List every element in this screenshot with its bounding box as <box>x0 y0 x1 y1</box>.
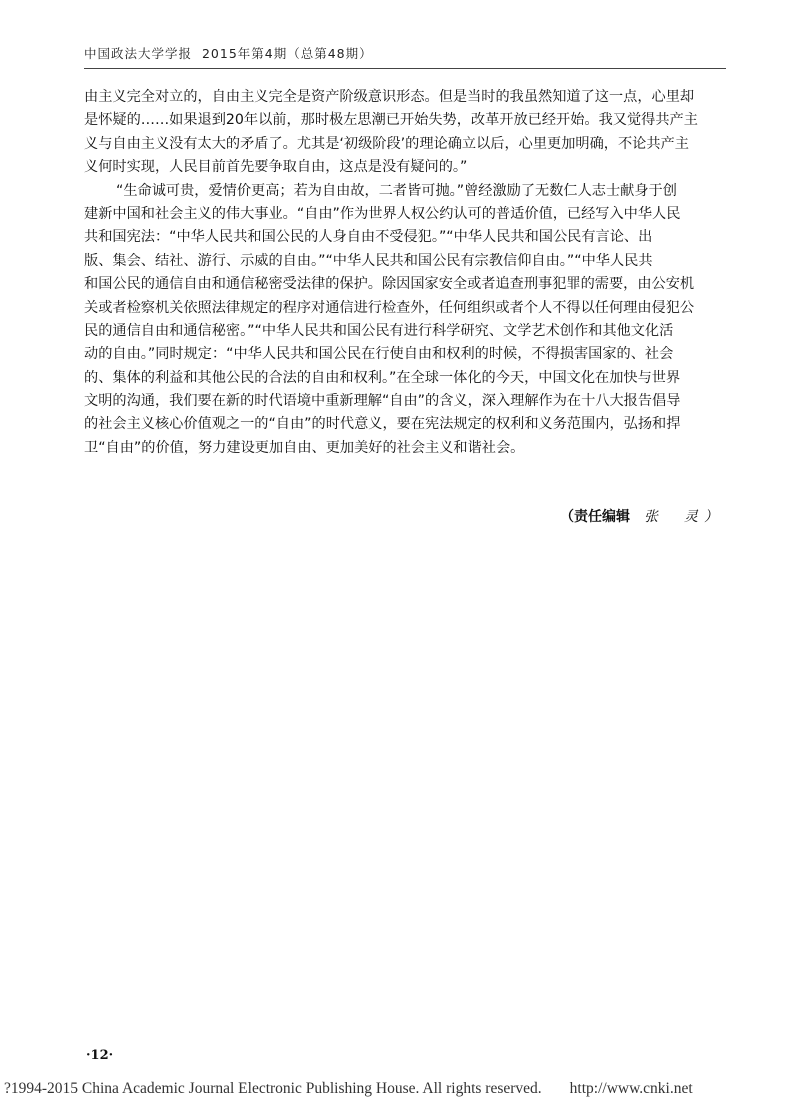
article-body <box>84 86 726 460</box>
copyright-text: ?1994-2015 China Academic Journal Electronic Publishing House. All rights reserved. <box>4 1080 542 1097</box>
copyright-footer <box>4 1080 796 1098</box>
body-line: 的、集体的利益和其他公民的合法的自由和权利。”在全球一体化的今天，中国文化在加快与世界 <box>84 369 681 386</box>
body-line: 动的自由。”同时规定：“中华人民共和国公民在行使自由和权利的时候，不得损害国家的、社会 <box>84 346 674 363</box>
body-line: 共和国宪法：“中华人民共和国公民的人身自由不受侵犯。”“中华人民共和国公民有言论、出 <box>84 229 653 246</box>
journal-title: 中国政法大学学报 <box>84 46 193 61</box>
body-line: 义何时实现，人民目前首先要争取自由，这点是没有疑问的。” <box>84 159 468 176</box>
body-line: 文明的沟通，我们要在新的时代语境中重新理解“自由”的含义，深入理解作为在十八大报告倡导 <box>84 393 681 410</box>
editor-name: 张 灵） <box>644 509 724 525</box>
header-divider <box>84 68 726 69</box>
issue-info: 2015年第4期（总第48期） <box>201 46 373 61</box>
body-line: 义与自由主义没有太大的矛盾了。尤其是‘初级阶段’的理论确立以后，心里更加明确，不论共产主 <box>84 135 689 152</box>
editor-label: （责任编辑 <box>560 509 630 525</box>
body-line: 由主义完全对立的，自由主义完全是资产阶级意识形态。但是当时的我虽然知道了这一点，心里却 <box>84 89 695 105</box>
footer-url[interactable]: http://www.cnki.net <box>569 1080 693 1097</box>
body-line: 和国公民的通信自由和通信秘密受法律的保护。除因国家安全或者追查刑事犯罪的需要，由公安机 <box>84 276 695 293</box>
body-line: 建新中国和社会主义的伟大事业。“自由”作为世界人权公约认可的普适价值，已经写入中华人民 <box>84 205 681 222</box>
body-line: 民的通信自由和通信秘密。”“中华人民共和国公民有进行科学研究、文学艺术创作和其他文化活 <box>84 322 674 339</box>
running-header <box>84 46 726 62</box>
editor-credit <box>560 507 724 527</box>
body-line: 版、集会、结社、游行、示威的自由。”“中华人民共和国公民有宗教信仰自由。”“中华人民共 <box>84 252 653 269</box>
body-line: 的社会主义核心价值观之一的“自由”的时代意义，要在宪法规定的权利和义务范围内，弘扬和捍 <box>84 416 681 433</box>
page-number: ·12· <box>86 1048 114 1063</box>
body-line: 是怀疑的……如果退到20年以前，那时极左思潮已开始失势，改革开放已经开始。我又觉得共产主 <box>84 112 698 129</box>
paragraph-first-line: “生命诚可贵，爱情价更高；若为自由故，二者皆可抛。”曾经激励了无数仁人志士献身于创 <box>116 182 677 199</box>
body-line: 卫“自由”的价值，努力建设更加自由、更加美好的社会主义和谐社会。 <box>84 439 525 456</box>
body-line: 关或者检察机关依照法律规定的程序对通信进行检查外，任何组织或者个人不得以任何理由侵犯公 <box>84 299 695 316</box>
